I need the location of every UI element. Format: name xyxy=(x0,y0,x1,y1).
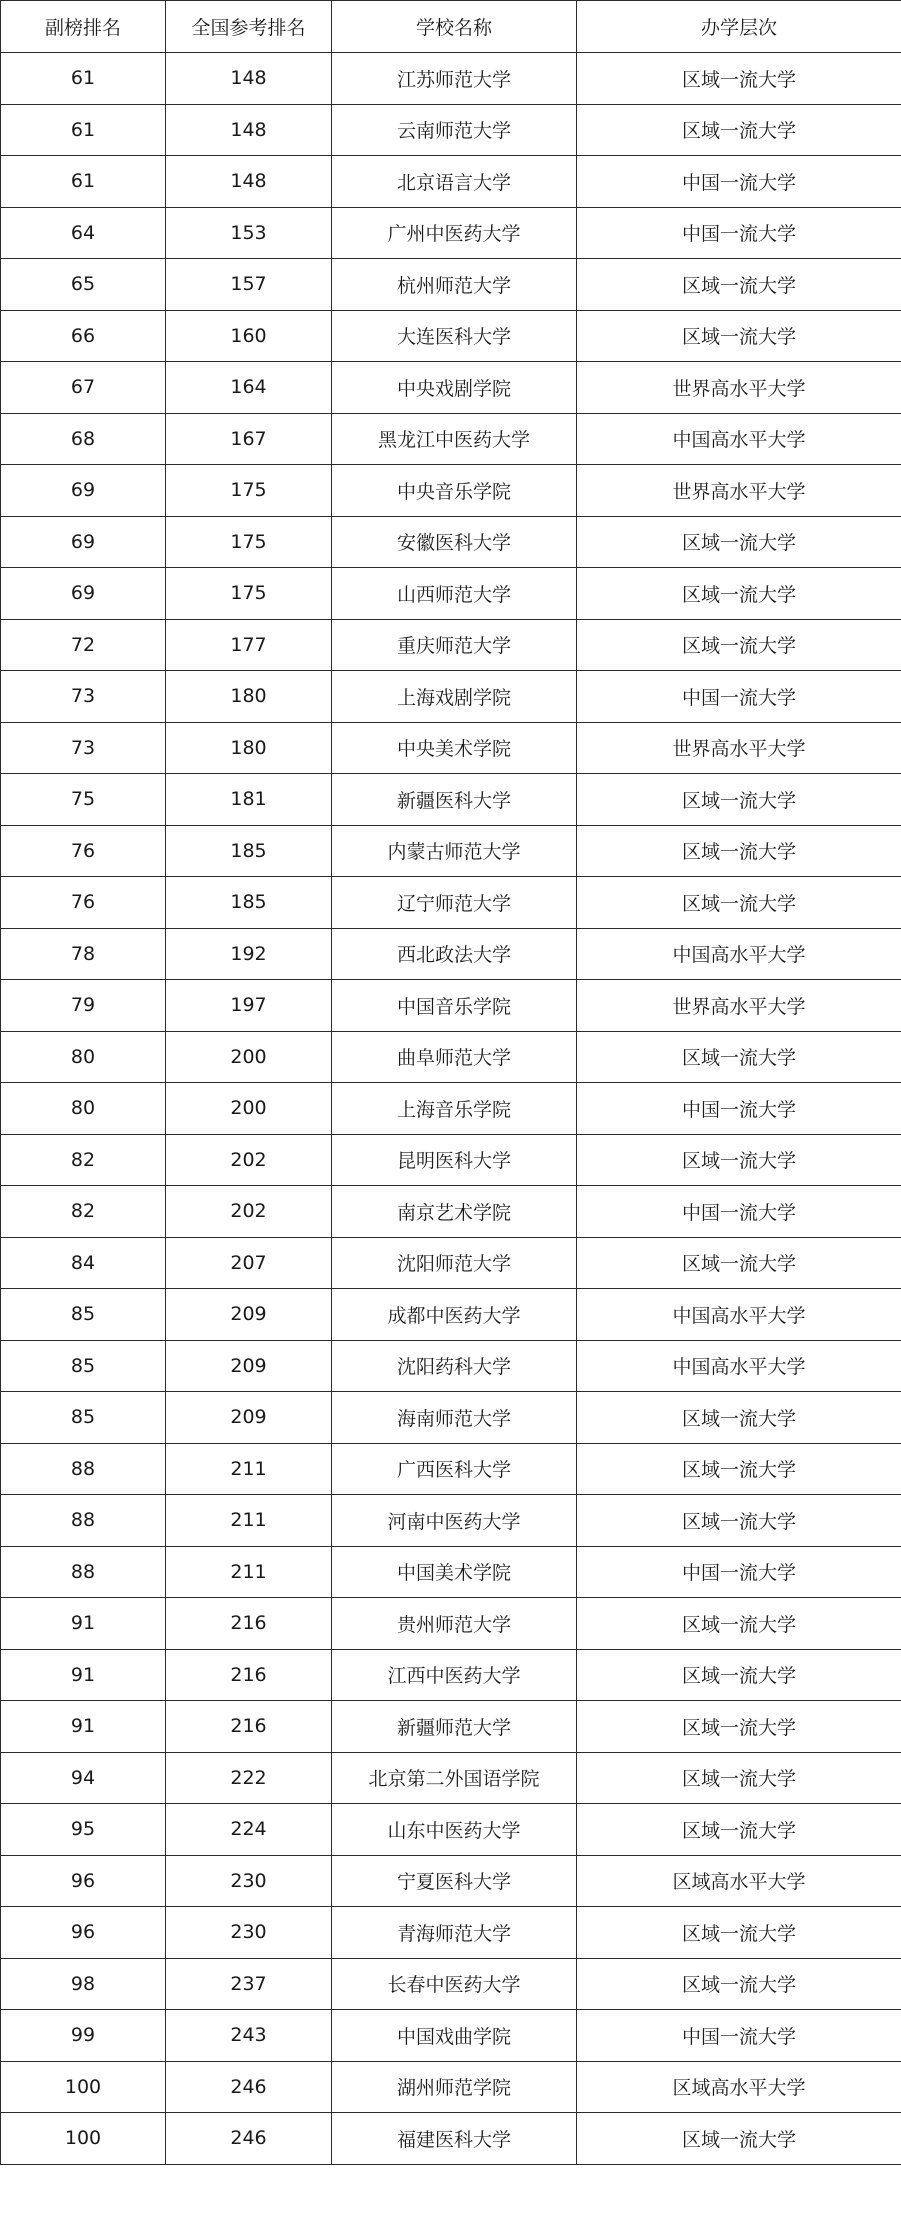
cell-school-level: 区域高水平大学 xyxy=(577,1855,901,1907)
cell-national-rank: 185 xyxy=(166,877,332,929)
cell-national-rank: 211 xyxy=(166,1443,332,1495)
cell-school-name: 南京艺术学院 xyxy=(332,1186,577,1238)
cell-school-level: 区域一流大学 xyxy=(577,1907,901,1959)
cell-school-level: 区域一流大学 xyxy=(577,568,901,620)
header-national-rank: 全国参考排名 xyxy=(166,1,332,53)
cell-school-level: 区域一流大学 xyxy=(577,1701,901,1753)
table-row xyxy=(1,1546,901,1598)
cell-sub-rank: 91 xyxy=(1,1701,166,1753)
header-school-level: 办学层次 xyxy=(577,1,901,53)
cell-school-name: 安徽医科大学 xyxy=(332,516,577,568)
cell-sub-rank: 61 xyxy=(1,53,166,105)
table-row xyxy=(1,259,901,311)
table-row xyxy=(1,1340,901,1392)
cell-national-rank: 216 xyxy=(166,1701,332,1753)
cell-sub-rank: 73 xyxy=(1,671,166,723)
cell-school-level: 区域一流大学 xyxy=(577,1958,901,2010)
cell-sub-rank: 94 xyxy=(1,1752,166,1804)
cell-sub-rank: 95 xyxy=(1,1804,166,1856)
table-row xyxy=(1,1752,901,1804)
cell-sub-rank: 76 xyxy=(1,825,166,877)
cell-school-level: 区域一流大学 xyxy=(577,774,901,826)
cell-school-level: 中国一流大学 xyxy=(577,671,901,723)
cell-sub-rank: 80 xyxy=(1,1031,166,1083)
cell-school-name: 海南师范大学 xyxy=(332,1392,577,1444)
cell-sub-rank: 88 xyxy=(1,1495,166,1547)
cell-national-rank: 153 xyxy=(166,207,332,259)
table-row xyxy=(1,1443,901,1495)
cell-school-level: 区域一流大学 xyxy=(577,1804,901,1856)
table-row xyxy=(1,310,901,362)
cell-school-name: 山东中医药大学 xyxy=(332,1804,577,1856)
table-row xyxy=(1,2061,901,2113)
cell-school-name: 曲阜师范大学 xyxy=(332,1031,577,1083)
cell-school-level: 区域一流大学 xyxy=(577,877,901,929)
cell-national-rank: 148 xyxy=(166,53,332,105)
cell-national-rank: 148 xyxy=(166,104,332,156)
table-row xyxy=(1,1392,901,1444)
cell-sub-rank: 82 xyxy=(1,1134,166,1186)
cell-national-rank: 209 xyxy=(166,1340,332,1392)
cell-sub-rank: 79 xyxy=(1,980,166,1032)
cell-sub-rank: 73 xyxy=(1,722,166,774)
cell-national-rank: 192 xyxy=(166,928,332,980)
cell-national-rank: 200 xyxy=(166,1083,332,1135)
cell-school-level: 中国高水平大学 xyxy=(577,928,901,980)
cell-national-rank: 164 xyxy=(166,362,332,414)
cell-school-name: 杭州师范大学 xyxy=(332,259,577,311)
cell-school-name: 北京第二外国语学院 xyxy=(332,1752,577,1804)
cell-national-rank: 148 xyxy=(166,156,332,208)
cell-national-rank: 230 xyxy=(166,1855,332,1907)
table-body xyxy=(1,53,901,2165)
cell-school-level: 区域一流大学 xyxy=(577,53,901,105)
table-row xyxy=(1,1186,901,1238)
cell-national-rank: 167 xyxy=(166,413,332,465)
table-row xyxy=(1,1237,901,1289)
cell-school-name: 云南师范大学 xyxy=(332,104,577,156)
table-row xyxy=(1,671,901,723)
cell-school-name: 上海音乐学院 xyxy=(332,1083,577,1135)
cell-sub-rank: 69 xyxy=(1,516,166,568)
cell-school-level: 区域一流大学 xyxy=(577,825,901,877)
cell-school-level: 世界高水平大学 xyxy=(577,465,901,517)
cell-national-rank: 175 xyxy=(166,516,332,568)
cell-sub-rank: 85 xyxy=(1,1392,166,1444)
table-row xyxy=(1,877,901,929)
table-row xyxy=(1,722,901,774)
cell-school-level: 中国一流大学 xyxy=(577,1546,901,1598)
cell-sub-rank: 84 xyxy=(1,1237,166,1289)
table-row xyxy=(1,1907,901,1959)
cell-school-name: 福建医科大学 xyxy=(332,2113,577,2165)
cell-school-level: 区域一流大学 xyxy=(577,1495,901,1547)
cell-school-name: 新疆医科大学 xyxy=(332,774,577,826)
table-row xyxy=(1,825,901,877)
cell-school-name: 新疆师范大学 xyxy=(332,1701,577,1753)
cell-sub-rank: 61 xyxy=(1,156,166,208)
table-row xyxy=(1,928,901,980)
table-row xyxy=(1,1495,901,1547)
cell-sub-rank: 78 xyxy=(1,928,166,980)
cell-national-rank: 202 xyxy=(166,1186,332,1238)
cell-sub-rank: 98 xyxy=(1,1958,166,2010)
table-row xyxy=(1,1598,901,1650)
cell-school-level: 中国一流大学 xyxy=(577,1083,901,1135)
cell-national-rank: 181 xyxy=(166,774,332,826)
table-row xyxy=(1,2113,901,2165)
cell-school-name: 河南中医药大学 xyxy=(332,1495,577,1547)
table-header-row xyxy=(1,1,901,53)
cell-sub-rank: 69 xyxy=(1,568,166,620)
cell-sub-rank: 100 xyxy=(1,2061,166,2113)
cell-school-name: 青海师范大学 xyxy=(332,1907,577,1959)
cell-sub-rank: 72 xyxy=(1,619,166,671)
cell-sub-rank: 66 xyxy=(1,310,166,362)
cell-school-level: 区域一流大学 xyxy=(577,259,901,311)
cell-school-level: 区域一流大学 xyxy=(577,1031,901,1083)
cell-school-level: 区域一流大学 xyxy=(577,1443,901,1495)
cell-school-name: 宁夏医科大学 xyxy=(332,1855,577,1907)
cell-sub-rank: 80 xyxy=(1,1083,166,1135)
cell-national-rank: 246 xyxy=(166,2061,332,2113)
cell-school-level: 中国一流大学 xyxy=(577,156,901,208)
cell-national-rank: 230 xyxy=(166,1907,332,1959)
cell-school-name: 江西中医药大学 xyxy=(332,1649,577,1701)
table-row xyxy=(1,1134,901,1186)
cell-sub-rank: 61 xyxy=(1,104,166,156)
cell-school-name: 辽宁师范大学 xyxy=(332,877,577,929)
cell-sub-rank: 68 xyxy=(1,413,166,465)
cell-school-level: 世界高水平大学 xyxy=(577,980,901,1032)
cell-school-level: 区域一流大学 xyxy=(577,1392,901,1444)
cell-school-name: 大连医科大学 xyxy=(332,310,577,362)
cell-school-level: 区域一流大学 xyxy=(577,104,901,156)
cell-school-level: 区域一流大学 xyxy=(577,310,901,362)
cell-national-rank: 224 xyxy=(166,1804,332,1856)
cell-national-rank: 246 xyxy=(166,2113,332,2165)
cell-school-level: 中国高水平大学 xyxy=(577,1340,901,1392)
table-row xyxy=(1,1031,901,1083)
cell-national-rank: 207 xyxy=(166,1237,332,1289)
table-row xyxy=(1,53,901,105)
cell-school-level: 区域一流大学 xyxy=(577,1237,901,1289)
cell-sub-rank: 96 xyxy=(1,1855,166,1907)
cell-national-rank: 160 xyxy=(166,310,332,362)
cell-school-level: 区域一流大学 xyxy=(577,2113,901,2165)
cell-school-name: 中央戏剧学院 xyxy=(332,362,577,414)
table-row xyxy=(1,465,901,517)
cell-national-rank: 211 xyxy=(166,1495,332,1547)
cell-school-name: 广州中医药大学 xyxy=(332,207,577,259)
table-row xyxy=(1,156,901,208)
table-row xyxy=(1,1804,901,1856)
cell-school-level: 中国一流大学 xyxy=(577,1186,901,1238)
cell-school-name: 中国美术学院 xyxy=(332,1546,577,1598)
cell-school-level: 区域一流大学 xyxy=(577,1649,901,1701)
table-row xyxy=(1,1083,901,1135)
cell-school-level: 中国高水平大学 xyxy=(577,413,901,465)
table-row xyxy=(1,1701,901,1753)
cell-school-name: 成都中医药大学 xyxy=(332,1289,577,1341)
table-row xyxy=(1,413,901,465)
table-row xyxy=(1,980,901,1032)
cell-school-level: 区域一流大学 xyxy=(577,619,901,671)
cell-national-rank: 209 xyxy=(166,1392,332,1444)
cell-national-rank: 211 xyxy=(166,1546,332,1598)
cell-national-rank: 243 xyxy=(166,2010,332,2062)
cell-school-name: 昆明医科大学 xyxy=(332,1134,577,1186)
cell-school-level: 区域一流大学 xyxy=(577,1134,901,1186)
cell-school-name: 中央美术学院 xyxy=(332,722,577,774)
cell-school-level: 区域高水平大学 xyxy=(577,2061,901,2113)
table-row xyxy=(1,1855,901,1907)
cell-school-name: 北京语言大学 xyxy=(332,156,577,208)
cell-sub-rank: 96 xyxy=(1,1907,166,1959)
cell-national-rank: 216 xyxy=(166,1649,332,1701)
cell-school-name: 山西师范大学 xyxy=(332,568,577,620)
cell-national-rank: 177 xyxy=(166,619,332,671)
cell-sub-rank: 65 xyxy=(1,259,166,311)
table-row xyxy=(1,1649,901,1701)
table-row xyxy=(1,207,901,259)
cell-national-rank: 185 xyxy=(166,825,332,877)
cell-national-rank: 209 xyxy=(166,1289,332,1341)
header-sub-rank: 副榜排名 xyxy=(1,1,166,53)
cell-school-name: 重庆师范大学 xyxy=(332,619,577,671)
cell-national-rank: 180 xyxy=(166,671,332,723)
cell-sub-rank: 88 xyxy=(1,1546,166,1598)
cell-sub-rank: 99 xyxy=(1,2010,166,2062)
cell-school-name: 广西医科大学 xyxy=(332,1443,577,1495)
cell-sub-rank: 82 xyxy=(1,1186,166,1238)
cell-national-rank: 175 xyxy=(166,465,332,517)
cell-school-name: 中国戏曲学院 xyxy=(332,2010,577,2062)
cell-school-name: 江苏师范大学 xyxy=(332,53,577,105)
cell-school-name: 长春中医药大学 xyxy=(332,1958,577,2010)
cell-sub-rank: 88 xyxy=(1,1443,166,1495)
cell-school-name: 沈阳师范大学 xyxy=(332,1237,577,1289)
table-row xyxy=(1,1958,901,2010)
cell-sub-rank: 67 xyxy=(1,362,166,414)
table-row xyxy=(1,362,901,414)
cell-school-name: 中央音乐学院 xyxy=(332,465,577,517)
cell-sub-rank: 64 xyxy=(1,207,166,259)
cell-national-rank: 202 xyxy=(166,1134,332,1186)
cell-sub-rank: 85 xyxy=(1,1289,166,1341)
cell-school-level: 中国高水平大学 xyxy=(577,1289,901,1341)
cell-school-name: 内蒙古师范大学 xyxy=(332,825,577,877)
cell-school-name: 中国音乐学院 xyxy=(332,980,577,1032)
cell-school-level: 中国一流大学 xyxy=(577,2010,901,2062)
cell-school-name: 湖州师范学院 xyxy=(332,2061,577,2113)
cell-school-name: 上海戏剧学院 xyxy=(332,671,577,723)
cell-sub-rank: 91 xyxy=(1,1649,166,1701)
cell-national-rank: 197 xyxy=(166,980,332,1032)
cell-national-rank: 216 xyxy=(166,1598,332,1650)
table-row xyxy=(1,619,901,671)
table-row xyxy=(1,104,901,156)
cell-school-name: 沈阳药科大学 xyxy=(332,1340,577,1392)
cell-sub-rank: 76 xyxy=(1,877,166,929)
table-row xyxy=(1,2010,901,2062)
cell-sub-rank: 69 xyxy=(1,465,166,517)
cell-school-level: 中国一流大学 xyxy=(577,207,901,259)
cell-school-name: 黑龙江中医药大学 xyxy=(332,413,577,465)
cell-sub-rank: 100 xyxy=(1,2113,166,2165)
cell-national-rank: 237 xyxy=(166,1958,332,2010)
cell-school-level: 区域一流大学 xyxy=(577,1752,901,1804)
table-row xyxy=(1,516,901,568)
cell-sub-rank: 91 xyxy=(1,1598,166,1650)
cell-school-name: 贵州师范大学 xyxy=(332,1598,577,1650)
cell-sub-rank: 85 xyxy=(1,1340,166,1392)
cell-sub-rank: 75 xyxy=(1,774,166,826)
cell-school-level: 区域一流大学 xyxy=(577,516,901,568)
cell-national-rank: 180 xyxy=(166,722,332,774)
cell-national-rank: 222 xyxy=(166,1752,332,1804)
table-row xyxy=(1,568,901,620)
cell-school-level: 区域一流大学 xyxy=(577,1598,901,1650)
header-school-name: 学校名称 xyxy=(332,1,577,53)
cell-school-level: 世界高水平大学 xyxy=(577,722,901,774)
cell-national-rank: 157 xyxy=(166,259,332,311)
cell-national-rank: 200 xyxy=(166,1031,332,1083)
cell-school-name: 西北政法大学 xyxy=(332,928,577,980)
table-row xyxy=(1,1289,901,1341)
table-row xyxy=(1,774,901,826)
cell-national-rank: 175 xyxy=(166,568,332,620)
cell-school-level: 世界高水平大学 xyxy=(577,362,901,414)
